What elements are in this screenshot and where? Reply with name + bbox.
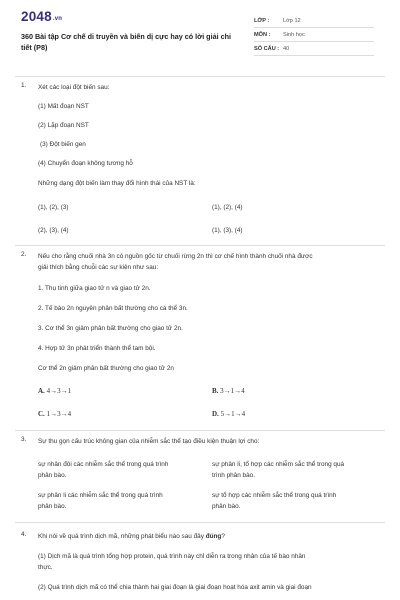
- statement-1-line1: (1) Dịch mã là quá trình tổng hợp protein, quá trình này chỉ diễn ra trong nhân của tế bào nhân: [38, 553, 306, 560]
- question-divider: [15, 245, 385, 246]
- list-item: (3) Đột biến gen: [40, 141, 86, 148]
- list-item: 3. Cơ thể 3n giảm phân bất thường cho giao tử 2n.: [38, 325, 183, 332]
- header-divider: [15, 76, 385, 77]
- question-number: 1.: [21, 82, 27, 89]
- answer-option-b[interactable]: (1), (2), (4): [212, 204, 243, 211]
- question-stem: Khi nói về quá trình dịch mã, những phát biểu nào sau đây đúng?: [38, 533, 225, 540]
- document-header: [0, 0, 400, 76]
- list-item: 4. Hợp tử 3n phát triển thành thể tam bội.: [38, 345, 156, 352]
- answer-option-d[interactable]: D. 5→1→4: [212, 410, 246, 418]
- answer-option-a[interactable]: A. 4→3→1: [38, 387, 72, 395]
- statement-2-line1: (2) Quá trình dịch mã có thể chia thành hai giai đoạn là giai đoạn hoạt hóa axit amin và giai đoạn: [38, 584, 312, 591]
- question-divider: [15, 522, 385, 523]
- question-number: 3.: [21, 436, 27, 443]
- question-divider: [15, 430, 385, 431]
- answer-option-b[interactable]: B. 3→1→4: [212, 387, 245, 395]
- answer-option-a[interactable]: (1), (2), (3): [38, 204, 69, 211]
- list-item: (1) Mất đoạn NST: [38, 103, 89, 110]
- meta-class: LỚP : Lớp 12: [254, 17, 374, 28]
- answer-option-d[interactable]: (1), (3), (4): [212, 227, 243, 234]
- answer-option-c[interactable]: (2), (3), (4): [38, 227, 69, 234]
- list-item: 2. Tế bào 2n nguyên phân bất thường cho cá thể 3n.: [38, 305, 188, 312]
- site-logo[interactable]: 2048.vn: [21, 9, 63, 24]
- list-item: (4) Chuyển đoạn không tương hỗ: [38, 160, 133, 167]
- answer-option-c[interactable]: C. 1→3→4: [38, 410, 72, 418]
- document-title: 360 Bài tập Cơ chế di truyền và biến dị cực hay có lời giải chi tiết (P8): [21, 32, 231, 52]
- question-prompt: Những dạng đột biến làm thay đổi hình thái của NST là:: [38, 180, 196, 187]
- question-number: 4.: [21, 531, 27, 538]
- question-stem: Sự thu gọn cấu trúc không gian của nhiễm sắc thể tạo điều kiện thuận lợi cho:: [38, 438, 260, 445]
- meta-question-count: SỐ CÂU : 40: [254, 45, 374, 56]
- question-number: 2.: [21, 251, 27, 258]
- meta-subject: MÔN : Sinh học: [254, 31, 374, 42]
- question-stem-line1: Nếu cho rằng chuối nhà 3n có nguồn gốc từ chuối rừng 2n thì cơ chế hình thành chuối nhà được: [38, 253, 313, 260]
- list-item: 1. Thụ tinh giữa giao tử n và giao tử 2n.: [38, 285, 151, 292]
- question-stem: Xét các loại đột biến sau:: [38, 84, 110, 91]
- list-item: (2) Lặp đoạn NST: [38, 122, 89, 129]
- statement-1-line2: thực.: [38, 564, 53, 571]
- list-item: Cơ thể 2n giảm phân bất thường cho giao tử 2n: [38, 365, 174, 372]
- question-stem-line2: giải thích bằng chuỗi các sự kiện như sau:: [38, 264, 159, 271]
